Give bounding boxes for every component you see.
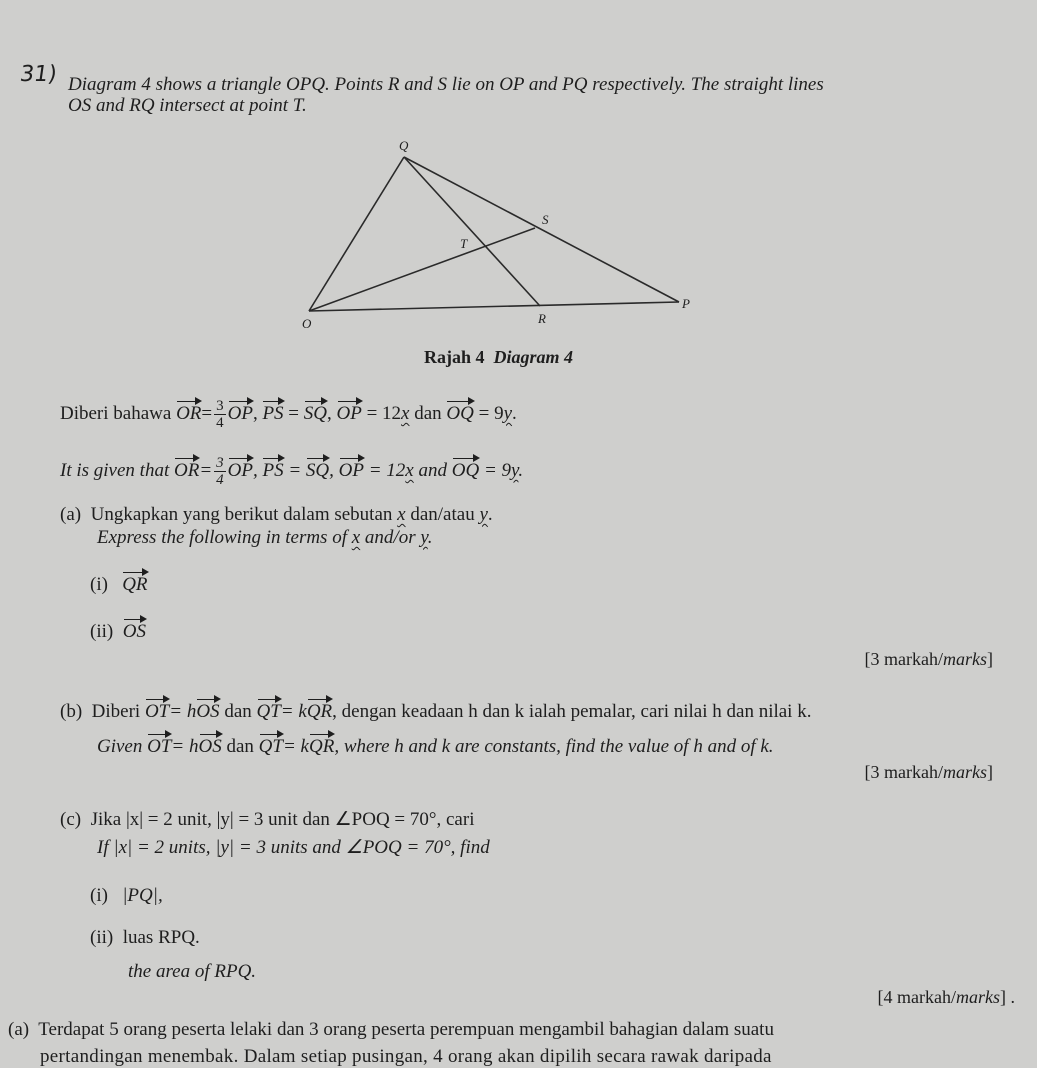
line-QR [404,157,540,306]
label-R: R [538,311,546,326]
side-QP [404,157,679,302]
part-a-english: Express the following in terms of x and/or y. [97,527,433,548]
label-Q: Q [399,138,409,153]
part-a-marks: [3 markah/marks] [864,649,993,669]
question-number: 31) [18,62,59,87]
next-question-line-1: (a) Terdapat 5 orang peserta lelaki dan 3 orang peserta perempuan mengambil bahagian dalam suatu [8,1019,774,1040]
caption-english: Diagram 4 [493,347,574,367]
given-malay: Diberi bahawa OR= $\frac{3}{4}$ OP, PS = SQ, OP = 12x dan OQ = 9y. [60,398,517,431]
next-question-line-2: pertandingan menembak. Dalam setiap pusingan, 4 orang akan dipilih secara rawak daripada [40,1046,772,1067]
label-S: S [542,212,549,227]
side-OQ [309,157,404,311]
part-c-ii-english: the area of RPQ. [128,961,257,982]
part-c-marks: [4 markah/marks] . [877,987,1015,1007]
triangle-diagram [280,130,710,330]
caption-malay: Rajah 4 [424,347,485,367]
part-b-malay: (b) Diberi OT= hOS dan QT= kQR, dengan keadaan h dan k ialah pemalar, cari nilai h dan nilai k. [60,697,811,723]
diagram-caption [424,346,573,368]
part-c-i: (i) |PQ|, [90,885,163,906]
part-b-marks: [3 markah/marks] [864,762,993,782]
given-english: It is given that OR= $\frac{3}{4}$ OP, PS = SQ, OP = 12x and OQ = 9y. [60,455,524,488]
part-a-i: (i) QR [90,570,148,596]
label-P: P [682,296,690,311]
part-a-malay: (a) Ungkapkan yang berikut dalam sebutan x dan/atau y. [60,504,493,525]
part-c-malay: (c) Jika |x| = 2 unit, |y| = 3 unit dan ∠POQ = 70°, cari [60,809,475,830]
label-O: O [302,316,312,330]
part-a-ii: (ii) OS [90,617,146,643]
part-c-english: If |x| = 2 units, |y| = 3 units and ∠POQ = 70°, find [97,837,490,858]
label-T: T [460,236,468,251]
part-b-english: Given OT= hOS dan QT= kQR, where h and k are constants, find the value of h and of k. [97,732,774,758]
line-OS [309,228,535,311]
intro-line-1: Diagram 4 shows a triangle OPQ. Points R and S lie on OP and PQ respectively. The straight lines [68,74,824,95]
side-OP [309,302,679,311]
intro-line-2: OS and RQ intersect at point T. [68,95,307,116]
part-c-ii: (ii) luas RPQ. [90,927,200,948]
